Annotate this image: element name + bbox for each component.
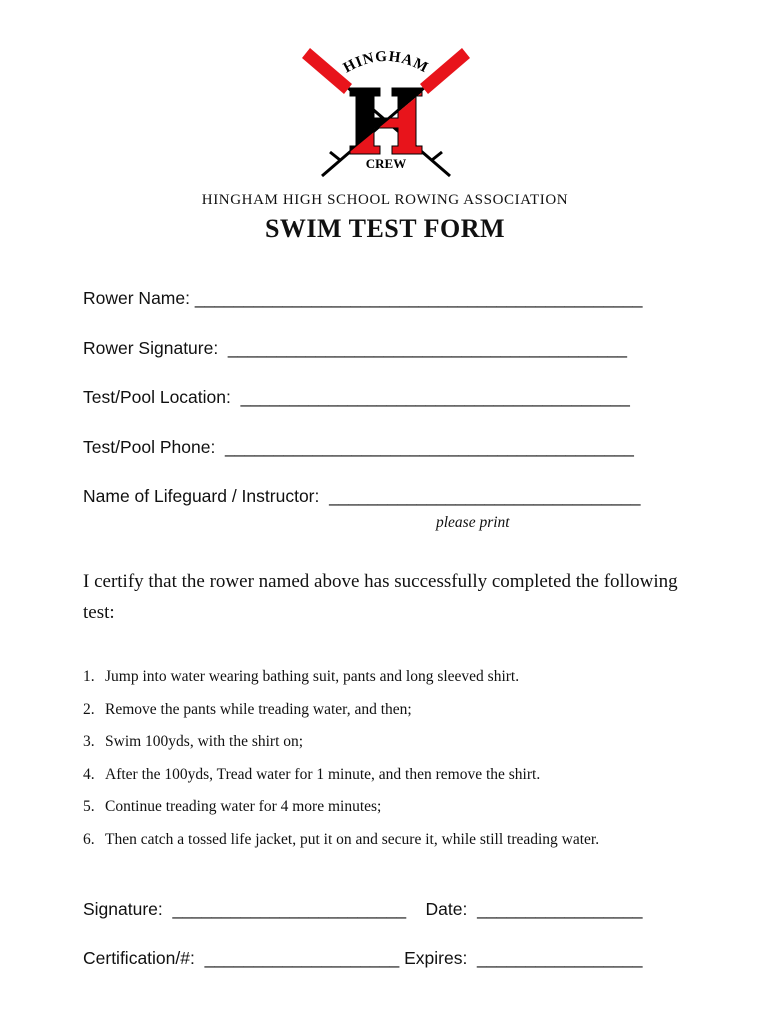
pool-phone-field[interactable]: Test/Pool Phone: __________________________________________ — [83, 437, 634, 457]
list-item: 2. Remove the pants while treading water, and then; — [83, 700, 412, 718]
list-item: 5. Continue treading water for 4 more minutes; — [83, 798, 382, 815]
list-item: 3. Swim 100yds, with the shirt on; — [83, 733, 304, 750]
rower-signature-field[interactable]: Rower Signature: _________________________________________ — [83, 338, 627, 358]
signature-date-field[interactable]: Signature: ________________________ Date: _________________ — [83, 899, 643, 919]
rower-name-field[interactable]: Rower Name: ______________________________________________ — [83, 288, 643, 308]
form-title: SWIM TEST FORM — [264, 214, 506, 243]
certification-statement: I certify that the rower named above has successfully completed the following test: — [83, 571, 678, 623]
hingham-crew-logo — [300, 44, 472, 184]
lifeguard-name-field[interactable]: Name of Lifeguard / Instructor: ________________________________ — [83, 486, 641, 506]
certification-expires-field[interactable]: Certification/#: ____________________ Expires: _________________ — [83, 948, 643, 968]
association-name: HINGHAM HIGH SCHOOL ROWING ASSOCIATION — [201, 192, 569, 208]
svg-text:HINGHAM: HINGHAM — [340, 48, 432, 77]
list-item: 1. Jump into water wearing bathing suit, pants and long sleeved shirt. — [83, 668, 520, 685]
list-item: 6. Then catch a tossed life jacket, put it on and secure it, while still treading water. — [83, 830, 600, 848]
svg-text:CREW: CREW — [365, 156, 407, 171]
test-steps-list — [83, 666, 599, 861]
pool-location-field[interactable]: Test/Pool Location: ________________________________________ — [83, 387, 630, 407]
list-item: 4. After the 100yds, Tread water for 1 minute, and then remove the shirt. — [83, 765, 541, 783]
please-print-hint: please print — [436, 514, 510, 531]
